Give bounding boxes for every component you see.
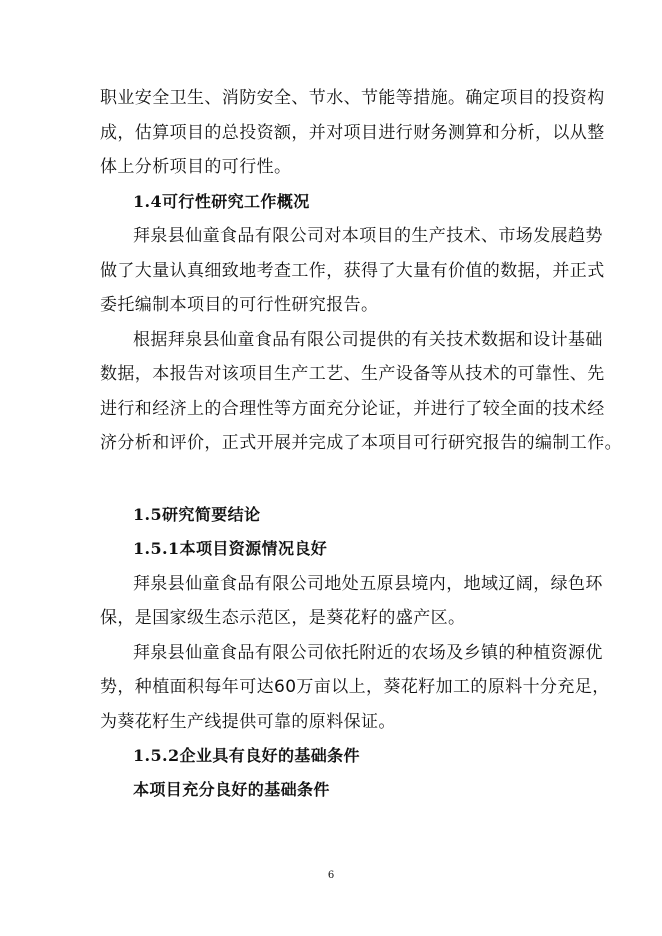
body-line: 体上分析项目的可行性。 (100, 157, 292, 177)
subsection-heading: 1.5.1本项目资源情况良好 (133, 539, 328, 558)
body-line: 保，是国家级生态示范区，是葵花籽的盛产区。 (100, 608, 466, 628)
page-number: 6 (327, 870, 335, 881)
body-line: 拜泉县仙童食品有限公司依托附近的农场及乡镇的种植资源优 (133, 643, 603, 663)
subsection-heading: 1.5.2企业具有良好的基础条件 (133, 746, 360, 765)
body-line: 根据拜泉县仙童食品有限公司提供的有关技术数据和设计基础 (133, 330, 603, 350)
body-line: 济分析和评价，正式开展并完成了本项目可行研究报告的编制工作。 (100, 433, 622, 453)
body-line: 数据，本报告对该项目生产工艺、生产设备等从技术的可靠性、先 (100, 364, 605, 384)
body-line: 做了大量认真细致地考查工作，获得了大量有价值的数据，并正式 (100, 261, 605, 281)
bold-heading: 本项目充分良好的基础条件 (133, 780, 330, 799)
section-heading: 1.5研究简要结论 (133, 505, 261, 524)
body-line: 进行和经济上的合理性等方面充分论证，并进行了较全面的技术经 (100, 399, 605, 419)
body-line: 拜泉县仙童食品有限公司地处五原县境内，地域辽阔，绿色环 (133, 574, 603, 594)
body-line: 势，种植面积每年可达60万亩以上，葵花籽加工的原料十分充足， (100, 677, 610, 697)
body-line: 职业安全卫生、消防安全、节水、节能等措施。确定项目的投资构 (100, 88, 605, 108)
section-heading: 1.4可行性研究工作概况 (133, 192, 310, 211)
body-line: 拜泉县仙童食品有限公司对本项目的生产技术、市场发展趋势 (133, 226, 603, 246)
body-line: 委托编制本项目的可行性研究报告。 (100, 295, 379, 315)
body-line: 为葵花籽生产线提供可靠的原料保证。 (100, 712, 396, 732)
body-line: 成，估算项目的总投资额，并对项目进行财务测算和分析，以从整 (100, 123, 605, 143)
